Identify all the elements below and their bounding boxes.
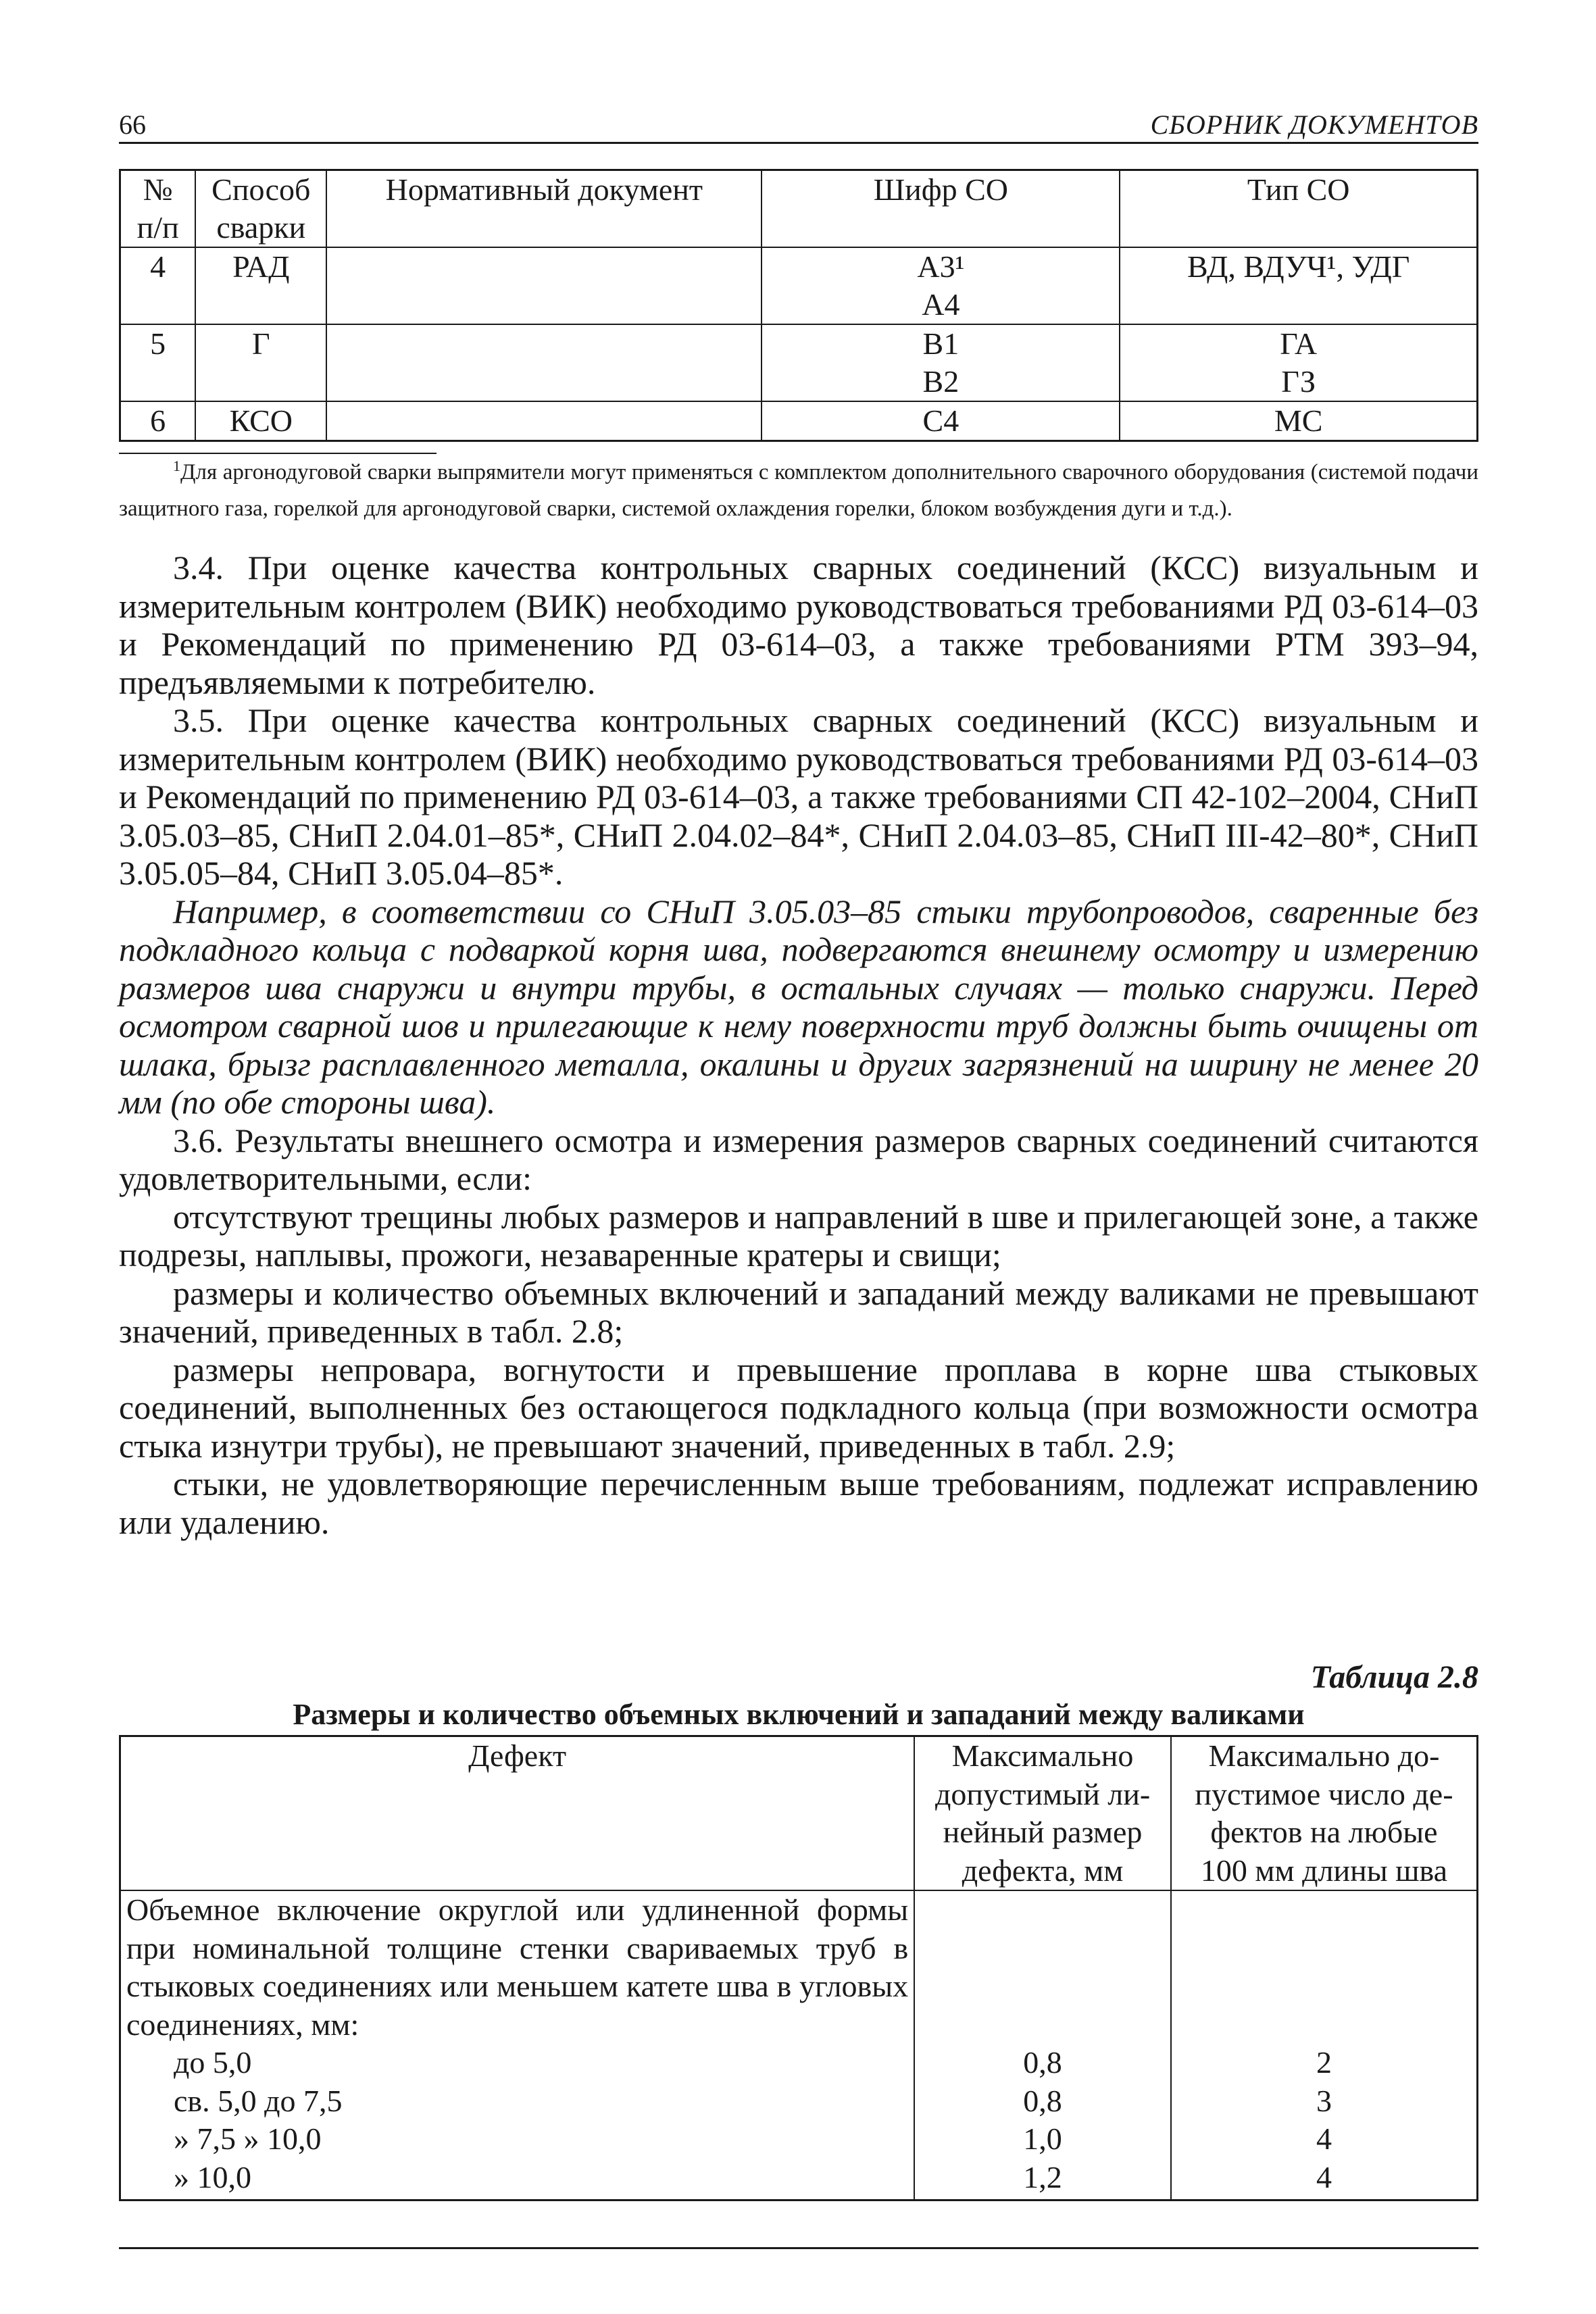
paragraph-condition-2: размеры и количество объемных включений и западаний между валиками не превышают значений, приведенных в табл. 2.8; bbox=[119, 1274, 1478, 1350]
cell-range: » 7,5 » 10,0 bbox=[120, 2120, 915, 2159]
col-header-method: Способ сварки bbox=[195, 170, 326, 248]
col-header-max-count: Максимально до- пустимое число де- фектов на любые 100 мм длины шва bbox=[1171, 1736, 1478, 1891]
paragraph-3-6: 3.6. Результаты внешнего осмотра и измерения размеров сварных соединений считаются удовлетворительными, если: bbox=[119, 1121, 1478, 1197]
table-row bbox=[120, 2159, 1478, 2200]
table-title: Размеры и количество объемных включений и западаний между валиками bbox=[293, 1698, 1305, 1731]
col-header-number: № п/п bbox=[120, 170, 196, 248]
cell-type: МС bbox=[1120, 401, 1477, 441]
cell-code: А3¹ А4 bbox=[762, 247, 1120, 324]
cell-count: 4 bbox=[1171, 2120, 1478, 2159]
bottom-rule bbox=[119, 2247, 1478, 2249]
body-text bbox=[119, 549, 1478, 1541]
cell-count: 2 bbox=[1171, 2044, 1478, 2082]
table-row bbox=[120, 2044, 1478, 2082]
col-header-max-size: Максимально допустимый ли- нейный размер дефекта, мм bbox=[914, 1736, 1171, 1891]
cell-document bbox=[326, 247, 762, 324]
paragraph-conclusion: стыки, не удовлетворяющие перечисленным выше требованиям, подлежат исправлению или удалению. bbox=[119, 1465, 1478, 1541]
cell-count: 4 bbox=[1171, 2159, 1478, 2200]
col-header-code: Шифр СО bbox=[762, 170, 1120, 248]
empty-cell bbox=[1171, 1890, 1478, 2044]
table-row bbox=[120, 247, 1478, 324]
paragraph-condition-1: отсутствуют трещины любых размеров и направлений в шве и прилегающей зоне, а также подрезы, наплывы, прожоги, незаваренные кратеры и свищи; bbox=[119, 1197, 1478, 1274]
cell-range: до 5,0 bbox=[120, 2044, 915, 2082]
cell-number: 5 bbox=[120, 324, 196, 401]
cell-method: КСО bbox=[195, 401, 326, 441]
cell-method: РАД bbox=[195, 247, 326, 324]
cell-code: В1 В2 bbox=[762, 324, 1120, 401]
page-number: 66 bbox=[119, 109, 146, 140]
welding-table bbox=[119, 169, 1478, 442]
col-header-type: Тип СО bbox=[1120, 170, 1477, 248]
footnote bbox=[119, 454, 1478, 527]
paragraph-condition-3: размеры непровара, вогнутости и превышение проплава в корне шва стыковых соединений, выполненных без остающегося подкладного кольца (при возможности осмотра стыка изнутри трубы), не превышают значений, приведенных в табл. 2.9; bbox=[119, 1350, 1478, 1465]
cell-size: 1,2 bbox=[914, 2159, 1171, 2200]
cell-range: » 10,0 bbox=[120, 2159, 915, 2200]
table-row bbox=[120, 2082, 1478, 2121]
cell-size: 0,8 bbox=[914, 2044, 1171, 2082]
running-title: СБОРНИК ДОКУМЕНТОВ bbox=[1150, 109, 1478, 140]
table-row bbox=[120, 2120, 1478, 2159]
cell-number: 4 bbox=[120, 247, 196, 324]
cell-type: ГА ГЗ bbox=[1120, 324, 1477, 401]
cell-type: ВД, ВДУЧ¹, УДГ bbox=[1120, 247, 1477, 324]
table-row bbox=[120, 401, 1478, 441]
cell-document bbox=[326, 324, 762, 401]
cell-document bbox=[326, 401, 762, 441]
col-header-document: Нормативный документ bbox=[326, 170, 762, 248]
table-label: Таблица 2.8 bbox=[1310, 1659, 1478, 1695]
table-row bbox=[120, 1890, 1478, 2044]
defect-description: Объемное включение округлой или удлиненной формы при номинальной толщине стенки свариваемых труб в стыковых соединениях или меньшем катете шва в угловых соединениях, мм: bbox=[120, 1890, 915, 2044]
empty-cell bbox=[914, 1890, 1171, 2044]
cell-count: 3 bbox=[1171, 2082, 1478, 2121]
cell-range: св. 5,0 до 7,5 bbox=[120, 2082, 915, 2121]
defects-table bbox=[119, 1735, 1478, 2201]
paragraph-3-5: 3.5. При оценке качества контрольных сварных соединений (КСС) визуальным и измерительным контролем (ВИК) необходимо руководствоваться требованиями РД 03-614–03 и Рекомендаций по применению РД 03-614–03, а также требованиями СП 42-102–2004, СНиП 3.05.03–85, СНиП 2.04.01–85*, СНиП 2.04.02–84*, СНиП 2.04.03–85, СНиП III-42–80*, СНиП 3.05.05–84, СНиП 3.05.04–85*. bbox=[119, 701, 1478, 892]
cell-method: Г bbox=[195, 324, 326, 401]
footnote-text: Для аргонодуговой сварки выпрямители могут применяться с комплектом дополнительного сварочного оборудования (системой подачи защитного газа, горелкой для аргонодуговой сварки, системой охлаждения горелки, блоком возбуждения дуги и т.д.). bbox=[119, 460, 1478, 521]
cell-code: С4 bbox=[762, 401, 1120, 441]
footnote-mark: 1 bbox=[173, 457, 180, 474]
cell-size: 1,0 bbox=[914, 2120, 1171, 2159]
cell-number: 6 bbox=[120, 401, 196, 441]
paragraph-example: Например, в соответствии со СНиП 3.05.03–85 стыки трубопроводов, сваренные без подкладного кольца с подваркой корня шва, подвергаются внешнему осмотру и измерению размеров шва снаружи и внутри трубы, в остальных случаях — только снаружи. Перед осмотром сварной шов и прилегающие к нему поверхности труб должны быть очищены от шлака, брызг расплавленного металла, окалины и других загрязнений на ширину не менее 20 мм (по обе стороны шва). bbox=[119, 892, 1478, 1121]
col-header-defect: Дефект bbox=[120, 1736, 915, 1891]
paragraph-3-4: 3.4. При оценке качества контрольных сварных соединений (КСС) визуальным и измерительным контролем (ВИК) необходимо руководствоваться требованиями РД 03-614–03 и Рекомендаций по применению РД 03-614–03, а также требованиями РТМ 393–94, предъявляемыми к потребителю. bbox=[119, 549, 1478, 701]
table-row bbox=[120, 324, 1478, 401]
running-header bbox=[119, 108, 1478, 144]
cell-size: 0,8 bbox=[914, 2082, 1171, 2121]
